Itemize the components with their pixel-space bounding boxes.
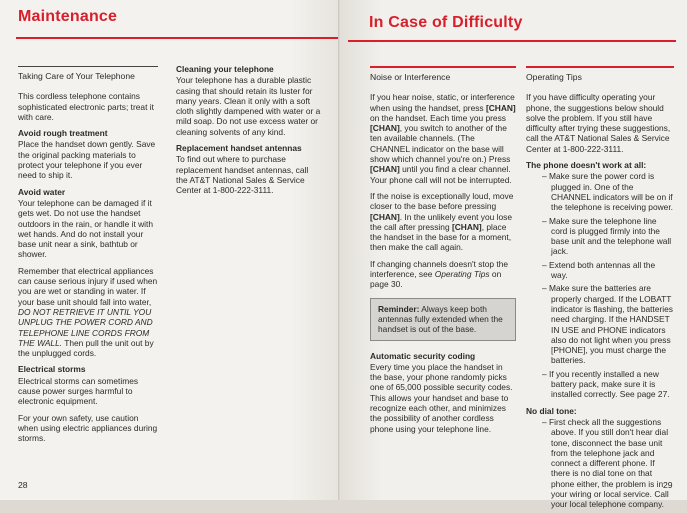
section-title: Noise or Interference xyxy=(370,66,516,82)
subheading: Electrical storms xyxy=(18,364,86,375)
chan-key: [CHAN] xyxy=(485,102,516,113)
reminder-label: Reminder: xyxy=(378,303,420,314)
list-item: – First check all the suggestions above. If you still don't hear dial tone, disconnect the base unit from the telephone jack and connect a different phone. If there is no dial tone on that phone either, the problem is in your wiring or local service. Call your local telephone company. xyxy=(540,417,674,510)
paragraph: Electrical storms can sometimes cause power surges harmful to electronic equipment. xyxy=(18,375,139,407)
subheading: Automatic security coding xyxy=(370,350,476,361)
page-number: 28 xyxy=(18,480,28,490)
chan-key: [CHAN] xyxy=(451,221,482,232)
text-span: on page 30. xyxy=(370,269,502,290)
chan-key: [CHAN] xyxy=(370,123,400,134)
text-span: If changing channels doesn't stop the interference, see xyxy=(370,258,509,280)
text-span: If you hear noise, static, or interference when using the handset, press xyxy=(370,92,515,113)
text-span: If the noise is exceptionally loud, move closer to the base before pressing xyxy=(370,190,514,212)
list-item: – Make sure the batteries are properly charged. If the LOBATT indicator is flashing, the batteries need charging. If the HANDSET IN USE and PHONE indicators also do not light when you press [PHONE], you must charge the batteries. xyxy=(540,283,674,365)
paragraph xyxy=(370,191,516,253)
paragraph: Place the handset down gently. Save the original packing materials to protect your telephone if you ever need to ship it. xyxy=(18,139,156,181)
title-rule xyxy=(16,37,338,39)
paragraph: To find out where to purchase replacement handset antennas, call the AT&T National Sales & Service Center at 1-800-222-3111. xyxy=(176,154,309,196)
left-page xyxy=(0,0,341,500)
text-span: Then pull the unit out by the unplugged cords. xyxy=(18,337,154,359)
title-rule xyxy=(348,40,676,42)
paragraph: Your telephone can be damaged if it gets wet. Do not use the handset outdoors in the rain, or handle it with wet hands. And do not install your base unit near a sink, bathtub or shower. xyxy=(18,197,154,260)
page-number: 29 xyxy=(663,480,673,490)
subheading: No dial tone: xyxy=(526,405,577,416)
paragraph: Your telephone has a durable plastic casing that should retain its luster for many years. Clean it only with a soft cloth slightly dampened with water or a mild soap. Do not use excess water or cleaning solvents of any kind. xyxy=(176,75,321,137)
paragraph xyxy=(370,92,516,185)
paragraph: For your own safety, use caution when using electric appliances during storms. xyxy=(18,412,158,444)
paragraph xyxy=(370,259,516,290)
paragraph: Every time you place the handset in the base, your phone randomly picks one of 65,000 possible security codes. This allows your handset and base to recognize each other, and minimizes the possibility of another cordless phone using your telephone line. xyxy=(370,361,513,434)
crossref: Operating Tips xyxy=(434,269,490,280)
right-column-1 xyxy=(370,66,516,440)
text-span: Remember that electrical appliances can cause serious injury if used when you are wet or standing in water. If your base unit should fall into water, xyxy=(18,265,158,307)
subheading: Replacement handset antennas xyxy=(176,143,302,154)
bullet-list xyxy=(526,417,674,510)
paragraph: This cordless telephone contains sophisticated electronic parts; treat it with care. xyxy=(18,91,154,122)
left-column-1 xyxy=(18,66,158,450)
right-column-2 xyxy=(526,66,674,513)
section-title: Operating Tips xyxy=(526,66,674,82)
subheading: Cleaning your telephone xyxy=(176,64,274,74)
text-span: , you switch to another of the ten available channels. (The CHANNEL indicator on the base will show which channel you're on.) Press xyxy=(370,123,511,165)
list-item: – Make sure the power cord is plugged in. One of the CHANNEL indicators will be on if the telephone is receiving power. xyxy=(540,171,674,212)
chan-key: [CHAN] xyxy=(370,164,400,175)
section-title: Taking Care of Your Telephone xyxy=(18,66,158,81)
paragraph: If you have difficulty operating your phone, the suggestions below should solve the problem. If you still have difficulty after trying these suggestions, call the AT&T National Sales & Service Center at 1-800-222-3111. xyxy=(526,92,671,154)
chan-key: [CHAN] xyxy=(370,211,400,222)
left-column-2 xyxy=(176,64,322,202)
subheading: Avoid rough treatment xyxy=(18,128,108,139)
text-span: until you find a clear channel. Your phone call will not be interrupted. xyxy=(370,164,512,185)
paragraph xyxy=(18,266,158,359)
bullet-list xyxy=(526,171,674,399)
text-span: , place the handset in the base for a moment, then make the call again. xyxy=(370,221,512,253)
list-item: – If you recently installed a new battery pack, make sure it is installed correctly. See page 27. xyxy=(540,369,674,400)
page-title: Maintenance xyxy=(18,8,118,25)
text-span: . In the unlikely event you lose the call after pressing xyxy=(370,211,512,232)
warning-text: DO NOT RETRIEVE IT UNTIL YOU UNPLUG THE POWER CORD AND TELEPHONE LINE CORDS FROM THE WALL. xyxy=(18,306,153,348)
list-item: – Make sure the telephone line cord is plugged firmly into the base unit and the telephone wall jack. xyxy=(540,216,674,257)
reminder-text: Always keep both antennas fully extended when the handset is out of the base. xyxy=(378,303,503,335)
right-page xyxy=(341,0,687,510)
text-span: on the handset. Each time you press xyxy=(370,112,506,123)
page-title: In Case of Difficulty xyxy=(369,14,523,31)
reminder-box xyxy=(370,298,516,341)
subheading: The phone doesn't work at all: xyxy=(526,160,647,171)
list-item: – Extend both antennas all the way. xyxy=(540,260,674,281)
subheading: Avoid water xyxy=(18,186,66,197)
